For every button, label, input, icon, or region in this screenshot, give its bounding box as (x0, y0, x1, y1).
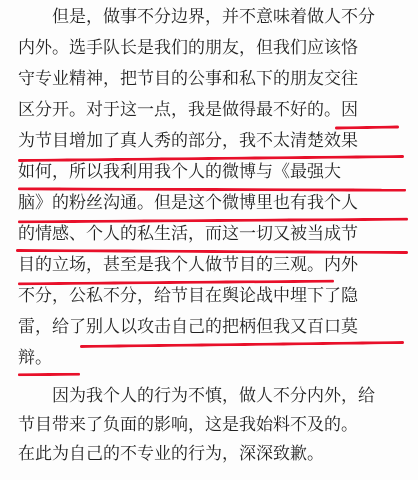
text-line: 节目带来了负面的影响，这是我始料不及的。 (18, 415, 358, 435)
text-line: 区分开。对于这一点，我是做得最不好的。因 (18, 100, 358, 120)
text-line: 为节目增加了真人秀的部分，我不太清楚效果 (18, 131, 358, 151)
highlight-underline (335, 125, 399, 129)
highlight-underline (18, 373, 80, 377)
text-line: 目的立场，甚至是我个人做节目的三观。内外 (18, 255, 358, 275)
text-line: 在此为自己的不专业的行为，深深致歉。 (18, 444, 324, 464)
text-line: 雷，给了别人以攻击自己的把柄但我又百口莫 (18, 317, 358, 337)
highlight-underline (80, 341, 404, 348)
text-line: 的情感、个人的私生活，而这一切又被当成节 (18, 224, 358, 244)
text-line: 但是，做事不分边界，并不意味着做人不分 (18, 7, 375, 27)
text-line: 脑》的粉丝沟通。但是这个微博里也有我个人 (18, 193, 358, 213)
text-line: 内外。选手队长是我们的朋友，但我们应该恪 (18, 38, 358, 58)
text-line: 如何，所以我利用我个人的微博与《最强大 (18, 162, 341, 182)
text-line: 守专业精神，把节目的公事和私下的朋友交往 (18, 69, 358, 89)
text-line: 辩。 (18, 348, 52, 368)
text-line: 不分，公私不分，给节目在舆论战中埋下了隐 (18, 286, 358, 306)
text-line: 因为我个人的行为不慎，做人不分内外，给 (18, 386, 375, 406)
